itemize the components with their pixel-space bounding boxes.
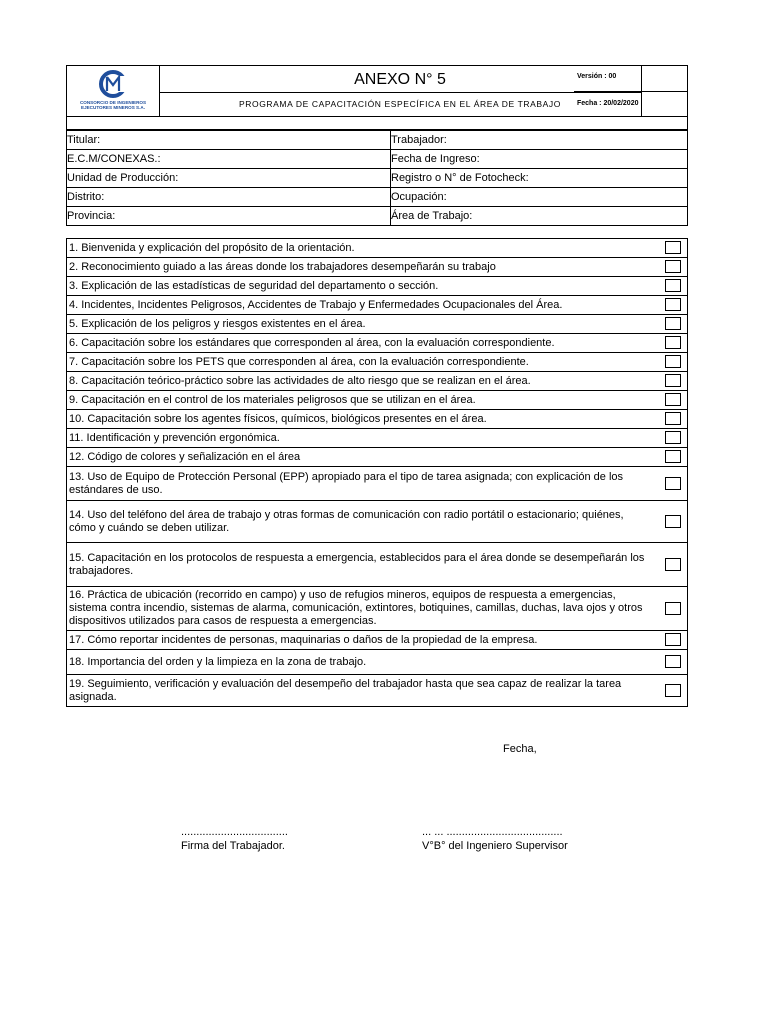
list-item: 17. Cómo reportar incidentes de personas, maquinarias o daños de la propiedad de la empresa. (67, 631, 654, 650)
list-item: 7. Capacitación sobre los PETS que corresponden al área, con la evaluación correspondiente. (67, 353, 654, 372)
list-item: 13. Uso de Equipo de Protección Personal (EPP) apropiado para el tipo de tarea asignada; con explicación de los estándares de uso. (67, 467, 654, 501)
list-item: 8. Capacitación teórico-práctico sobre las actividades de alto riesgo que se realizan en el área. (67, 372, 654, 391)
checkbox[interactable] (665, 684, 681, 697)
document-subtitle: PROGRAMA DE CAPACITACIÓN ESPECÍFICA EN EL ÁREA DE TRABAJO (238, 99, 561, 109)
signature-line-worker: ................................... (181, 826, 288, 838)
list-item: 4. Incidentes, Incidentes Peligrosos, Accidentes de Trabajo y Enfermedades Ocupacionales del Área. (67, 296, 654, 315)
cm-logo-icon (67, 66, 159, 116)
checkbox[interactable] (665, 393, 681, 406)
list-item: 18. Importancia del orden y la limpieza en la zona de trabajo. (67, 650, 654, 675)
version-label: Versión : 00 (577, 73, 617, 80)
info-ocupacion: Ocupación: (391, 188, 688, 207)
checkbox[interactable] (665, 279, 681, 292)
date-label: Fecha : 20/02/2020 (577, 100, 639, 107)
list-item: 10. Capacitación sobre los agentes físicos, químicos, biológicos presentes en el área. (67, 410, 654, 429)
checkbox[interactable] (665, 633, 681, 646)
info-unidad: Unidad de Producción: (67, 169, 391, 188)
company-logo (67, 66, 160, 116)
info-titular: Titular: (67, 131, 391, 150)
checkbox[interactable] (665, 374, 681, 387)
list-item: 12. Código de colores y señalización en el área (67, 448, 654, 467)
info-area: Área de Trabajo: (391, 207, 688, 226)
checkbox[interactable] (665, 558, 681, 571)
checkbox[interactable] (665, 336, 681, 349)
list-item: 16. Práctica de ubicación (recorrido en campo) y uso de refugios mineros, equipos de respuesta a emergencias, sistema contra incendio, sistemas de alarma, comunicación, extintores, botiquines, camillas, duchas, lava ojos y otros dispositivos utilizados para casos de respuesta a emergencias. (67, 587, 654, 631)
footer-date-label: Fecha, (503, 743, 537, 755)
checkbox[interactable] (665, 655, 681, 668)
info-distrito: Distrito: (67, 188, 391, 207)
info-registro: Registro o N° de Fotocheck: (391, 169, 688, 188)
list-item: 14. Uso del teléfono del área de trabajo y otras formas de comunicación con radio portátil o estacionario; quiénes, cómo y cuándo se deben utilizar. (67, 501, 654, 543)
svg-text:EJECUTORES MINEROS S.A.: EJECUTORES MINEROS S.A. (81, 105, 145, 110)
list-item: 5. Explicación de los peligros y riesgos existentes en el área. (67, 315, 654, 334)
worker-signature-label: Firma del Trabajador. (181, 840, 285, 852)
checkbox[interactable] (665, 431, 681, 444)
training-checklist (66, 238, 688, 707)
checkbox[interactable] (665, 450, 681, 463)
version-box (574, 65, 688, 117)
svg-text:CONSORCIO DE INGENIEROS: CONSORCIO DE INGENIEROS (79, 100, 147, 105)
signature-line-supervisor: ... ... ...................................... (422, 826, 563, 838)
list-item: 15. Capacitación en los protocolos de respuesta a emergencia, establecidos para el área donde se desempeñarán los trabajadores. (67, 543, 654, 587)
info-fecha-ingreso: Fecha de Ingreso: (391, 150, 688, 169)
list-item: 2. Reconocimiento guiado a las áreas donde los trabajadores desempeñarán su trabajo (67, 258, 654, 277)
checkbox[interactable] (665, 477, 681, 490)
info-provincia: Provincia: (67, 207, 391, 226)
checkbox[interactable] (665, 515, 681, 528)
checkbox[interactable] (665, 298, 681, 311)
info-trabajador: Trabajador: (391, 131, 688, 150)
worker-info-table (66, 130, 688, 226)
checkbox[interactable] (665, 602, 681, 615)
document-title: ANEXO N° 5 (159, 66, 641, 93)
list-item: 6. Capacitación sobre los estándares que corresponden al área, con la evaluación correspondiente. (67, 334, 654, 353)
list-item: 11. Identificación y prevención ergonómica. (67, 429, 654, 448)
checkbox[interactable] (665, 355, 681, 368)
checkbox[interactable] (665, 412, 681, 425)
checkbox[interactable] (665, 241, 681, 254)
list-item: 3. Explicación de las estadísticas de seguridad del departamento o sección. (67, 277, 654, 296)
header-spacer (66, 116, 688, 130)
checkbox[interactable] (665, 317, 681, 330)
checkbox[interactable] (665, 260, 681, 273)
list-item: 19. Seguimiento, verificación y evaluación del desempeño del trabajador hasta que sea capaz de realizar la tarea asignada. (67, 675, 654, 707)
info-ecm: E.C.M/CONEXAS.: (67, 150, 391, 169)
supervisor-signature-label: V°B° del Ingeniero Supervisor (422, 840, 568, 852)
list-item: 1. Bienvenida y explicación del propósito de la orientación. (67, 239, 654, 258)
list-item: 9. Capacitación en el control de los materiales peligrosos que se utilizan en el área. (67, 391, 654, 410)
